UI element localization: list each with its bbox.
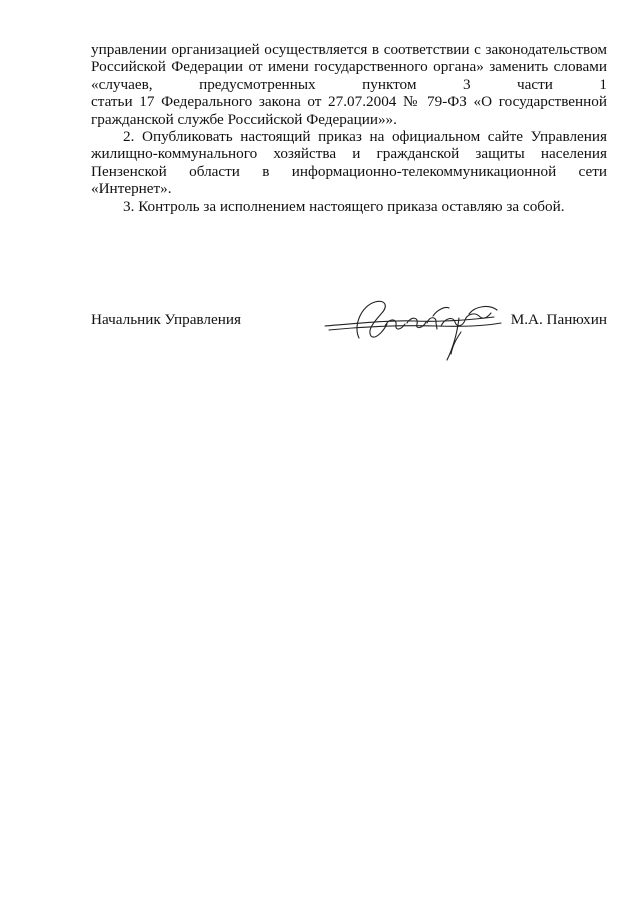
signature-row [91,311,607,371]
body-line-1: управлении организацией осуществляется в соответствии с законодательством [91,41,607,58]
paragraph-2-line-2: жилищно-коммунального хозяйства и гражданской защиты населения [91,145,607,163]
signatory-position: Начальник Управления [91,311,241,328]
paragraph-3-line-1: 3. Контроль за исполнением настоящего приказа оставляю за собой. [123,197,565,215]
body-line-2: Российской Федерации от имени государственного органа» заменить словами [91,58,607,76]
paragraph-2-line-3: Пензенской области в информационно-телекоммуникационной сети [91,162,607,180]
document-body [91,41,607,215]
body-line-5: гражданской службе Российской Федерации»». [91,110,397,128]
signatory-name: М.А. Панюхин [510,311,607,328]
handwritten-signature [319,296,509,366]
body-line-3: «случаев, предусмотренных пунктом 3 части 1 [91,75,607,93]
paragraph-2-line-4: «Интернет». [91,180,172,198]
body-line-4: статьи 17 Федерального закона от 27.07.2004 № 79-ФЗ «О государственной [91,93,607,111]
paragraph-2-line-1: 2. Опубликовать настоящий приказ на официальном сайте Управления [123,127,607,145]
